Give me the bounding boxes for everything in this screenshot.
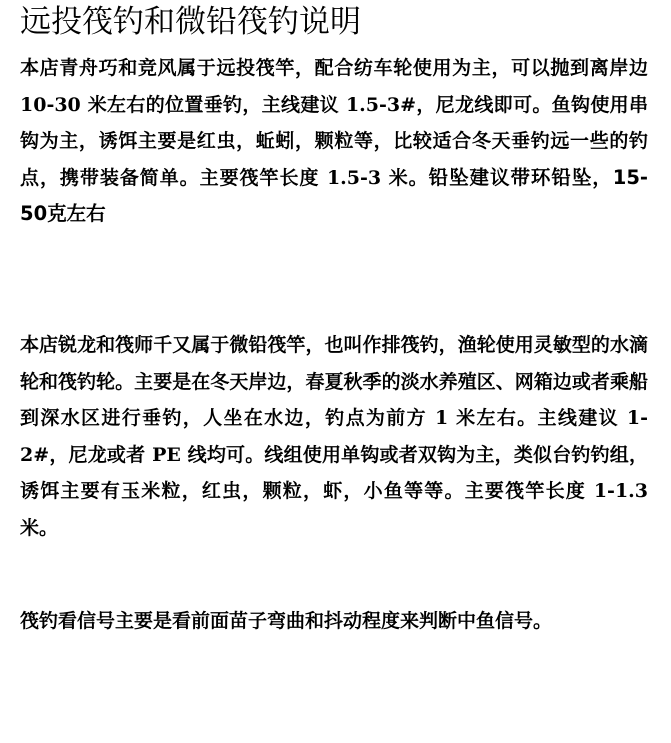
document-title: 远投筏钓和微铅筏钓说明 (20, 4, 361, 40)
paragraph-remote-raft-fishing (20, 50, 648, 233)
paragraph-1-text: 本店青舟巧和竞风属于远投筏竿，配合纺车轮使用为主，可以抛到离岸边 10-30 米左右的位置垂钓，主线建议 1.5-3#，尼龙线即可。鱼钩使用串钩为主，诱饵主要是红虫，蚯蚓，颗粒等，比较适合冬天垂钓远一些的钓点，携带装备简单。主要筏竿长度 1.5-3 米。 (20, 57, 648, 189)
sinker-recommendation-note: 铅坠建议带环铅坠，15-50克左右 (20, 165, 648, 226)
paragraph-light-sinker-raft-fishing (20, 327, 648, 547)
paragraph-2-text: 本店锐龙和筏师千又属于微铅筏竿，也叫作排筏钓，渔轮使用灵敏型的水滴轮和筏钓轮。主要是在冬天岸边，春夏秋季的淡水养殖区、网箱边或者乘船到深水区进行垂钓，人坐在水边，钓点为前方 1 米左右。主线建议 1-2#，尼龙或者 PE 线均可。线组使用单钩或者双钩为主，类似台钓钓组，诱饵主要有玉米粒，红虫，颗粒，虾，小鱼等等。主要筏竿长度 1-1.3 米。 (20, 334, 648, 539)
paragraph-bite-signal (20, 603, 660, 639)
paragraph-3-text: 筏钓看信号主要是看前面苗子弯曲和抖动程度来判断中鱼信号。 (20, 610, 553, 632)
